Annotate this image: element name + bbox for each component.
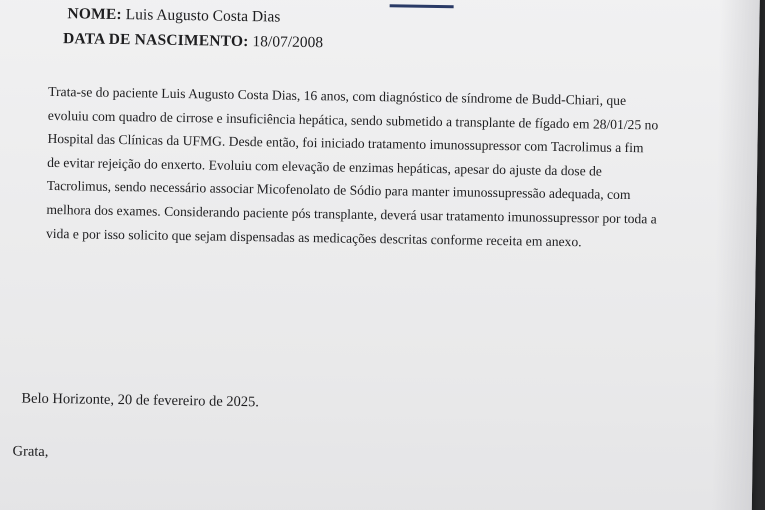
page-edge-shadow: [711, 0, 760, 510]
body-line: vida e por isso solicito que sejam dispensadas as medicações descritas conforme receita em anexo.: [45, 225, 582, 249]
patient-dob-value: 18/07/2008: [252, 33, 324, 52]
body-line: de evitar rejeição do enxerto. Evoluiu com elevação de enzimas hepáticas, apesar do ajuste da dose de: [47, 154, 603, 179]
patient-dob-field: [63, 30, 323, 52]
patient-name-label: NOME:: [67, 5, 122, 24]
report-body: [46, 80, 709, 256]
body-line: Trata-se do paciente Luis Augusto Costa Dias, 16 anos, com diagnóstico de síndrome de Budd-Chiari, que: [48, 83, 627, 109]
body-line: evoluiu com quadro de cirrose e insuficiência hepática, sendo submetido a transplante de fígado em 28/01/25 no: [47, 107, 659, 133]
place-and-date: Belo Horizonte, 20 de fevereiro de 2025.: [21, 390, 260, 411]
patient-name-field: [67, 5, 280, 26]
patient-name-value: Luis Augusto Costa Dias: [125, 6, 281, 26]
letterhead-rule: [390, 4, 454, 8]
body-line: Hospital das Clínicas da UFMG. Desde então, foi iniciado tratamento imunossupressor com Tacrolimus a fim: [47, 131, 644, 156]
body-line: Tacrolimus, sendo necessário associar Micofenolato de Sódio para manter imunossupressão adequada, com: [46, 178, 631, 203]
body-line: melhora dos exames. Considerando paciente pós transplante, deverá usar tratamento imunossupressor por toda a: [46, 201, 657, 227]
closing-salutation: Grata,: [12, 443, 49, 460]
patient-dob-label: DATA DE NASCIMENTO:: [62, 30, 249, 51]
